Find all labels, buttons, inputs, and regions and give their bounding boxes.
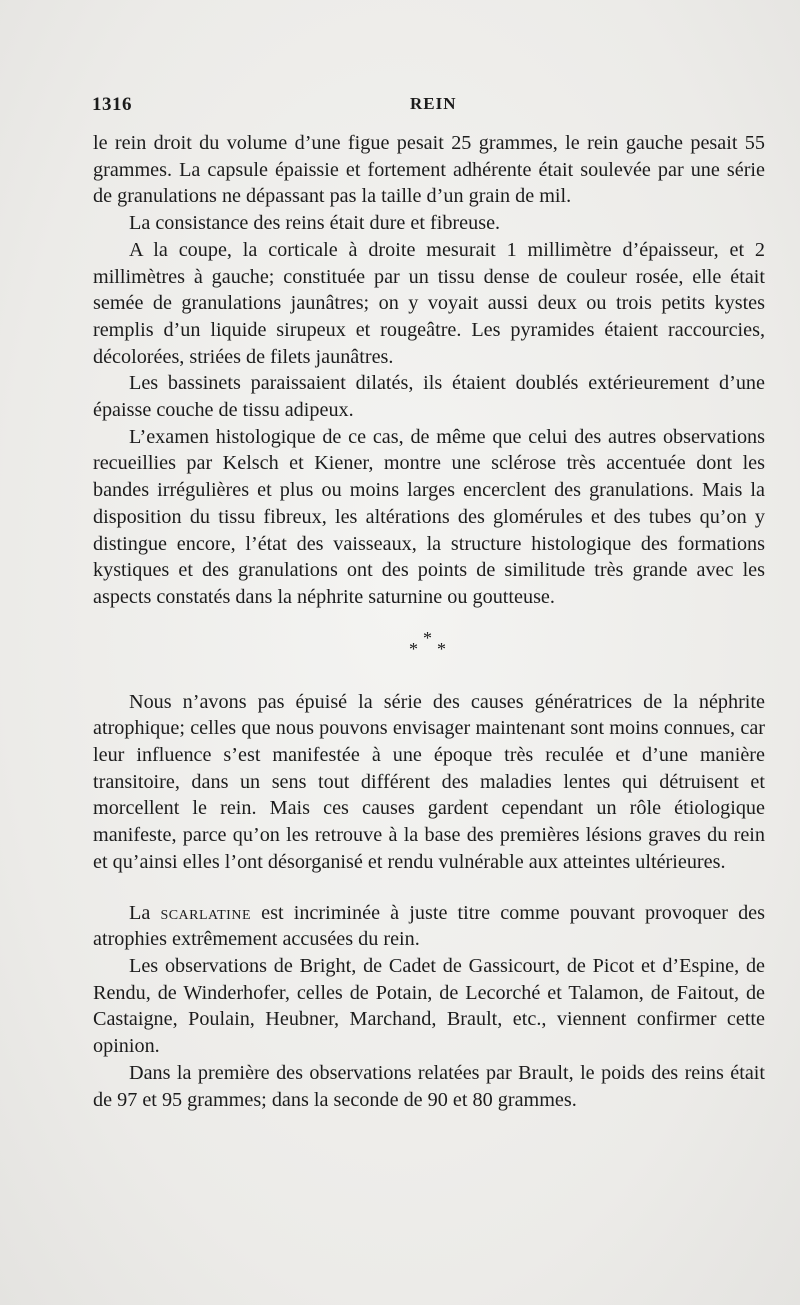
paragraph-scarlatine bbox=[93, 900, 765, 953]
scarlatine-term: scarlatine bbox=[160, 901, 251, 924]
asterism-icon bbox=[409, 629, 449, 659]
body-text bbox=[93, 130, 765, 1113]
paragraph-gap bbox=[93, 876, 765, 900]
section-separator-asterism bbox=[93, 617, 765, 667]
scarlatine-rest: est incriminée à juste titre comme pouvant provoquer des atrophies extrêmement accusées du rein. bbox=[93, 901, 765, 951]
paragraph-consistance: La consistance des reins était dure et fibreuse. bbox=[129, 212, 501, 235]
page-number: 1316 bbox=[92, 94, 132, 115]
paragraph-observations: Les observations de Bright, de Cadet de Gassicourt, de Picot et d’Espine, de Rendu, de Winderhofer, celles de Potain, de Lecorché et Talamon, de Faitout, de Castaigne, Poulain, Heubner, Marchand, Brault, etc., viennent confirmer cette opinion. bbox=[93, 954, 765, 1058]
paragraph-bassinets: Les bassinets paraissaient dilatés, ils étaient doublés extérieurement d’une épaisse couche de tissu adipeux. bbox=[93, 372, 765, 422]
asterism-star: * bbox=[437, 638, 446, 659]
paragraph-coupe: A la coupe, la corticale à droite mesurait 1 millimètre d’épaisseur, et 2 millimètres à gauche; constituée par un tissu dense de couleur rosée, elle était semée de granulations jaunâtres; on y voyait aussi deux ou trois petits kystes remplis d’un liquide sirupeux et rougeâtre. Les pyramides étaient raccourcies, décolorées, striées de filets jaunâtres. bbox=[93, 238, 765, 368]
page-header bbox=[92, 94, 758, 120]
paragraph-continuation: le rein droit du volume d’une figue pesait 25 grammes, le rein gauche pesait 55 grammes. La capsule épaissie et fortement adhérente était soulevée par une série de granulations ne dépassant pas la taille d’un grain de mil. bbox=[93, 132, 765, 208]
asterism-star: * bbox=[409, 638, 418, 659]
running-head: REIN bbox=[410, 94, 457, 113]
paragraph-brault: Dans la première des observations relatées par Brault, le poids des reins était de 97 et 95 grammes; dans la seconde de 90 et 80 grammes. bbox=[93, 1061, 765, 1111]
paragraph-examen-histologique: L’examen histologique de ce cas, de même que celui des autres observations recueillies par Kelsch et Kiener, montre une sclérose très accentuée dont les bandes irrégulières et plus ou moins larges encerclent des granulations. Mais la disposition du tissu fibreux, les altérations des glomérules et des tubes qu’on y distingue encore, l’état des vaisseaux, la structure histologique des formations kystiques et des granulations ont des points de similitude très grande avec les aspects constatés dans la néphrite saturnine ou goutteuse. bbox=[93, 425, 765, 608]
paragraph-causes: Nous n’avons pas épuisé la série des causes génératrices de la néphrite atrophique; celles que nous pouvons envisager maintenant sont moins connues, car leur influence s’est manifestée à une époque très reculée et d’une manière transitoire, dans un sens tout différent des maladies lentes qui détruisent et morcellent le rein. Mais ces causes gardent cependant un rôle étiologique manifeste, parce qu’on les retrouve à la base des premières lésions graves du rein et qu’ainsi elles l’ont désorganisé et rendu vulnérable aux atteintes ultérieures. bbox=[93, 690, 765, 873]
scarlatine-prefix: La bbox=[129, 901, 161, 924]
asterism-star: * bbox=[423, 627, 432, 648]
